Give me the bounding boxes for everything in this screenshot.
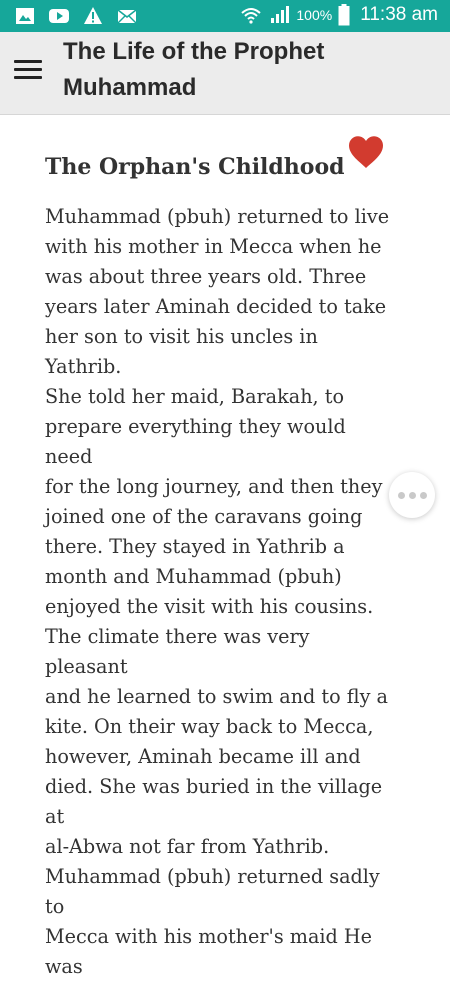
wifi-icon [240,5,262,25]
status-bar [0,0,450,32]
more-dots-icon[interactable] [389,472,435,518]
app-bar [0,32,450,115]
gallery-icon [14,6,36,26]
article [45,130,405,982]
battery-percent: 100% [296,7,333,23]
app-title: The Life of the Prophet Muhammad [63,38,325,101]
battery-icon [338,4,350,26]
alert-icon [82,6,104,26]
chapter-title: The Orphan's Childhood [45,154,345,180]
signal-icon [268,5,290,25]
article-body: Muhammad (pbuh) returned to live with his mother in Mecca when he was about three years old. Three years later Aminah decided to take her son to visit his uncles in Yathrib. She told her maid, Barakah, to prepare everything they would need for the long journey, and then they joined one of the caravans going there. They stayed in Yathrib a month and Muhammad (pbuh) enjoyed the visit with his cousins. The climate there was very pleasant and he learned to swim and to fly a kite. On their way back to Mecca, however, Aminah became ill and died. She was buried in the village at al-Abwa not far from Yathrib. Muhammad (pbuh) returned sadly to Mecca with his mother's maid He was [45,205,390,978]
notification-icons [14,6,138,26]
youtube-icon [48,6,70,26]
clock: 11:38 am [360,4,438,25]
system-status [240,4,438,26]
mail-icon [116,6,138,26]
hamburger-menu-icon[interactable] [14,60,42,84]
